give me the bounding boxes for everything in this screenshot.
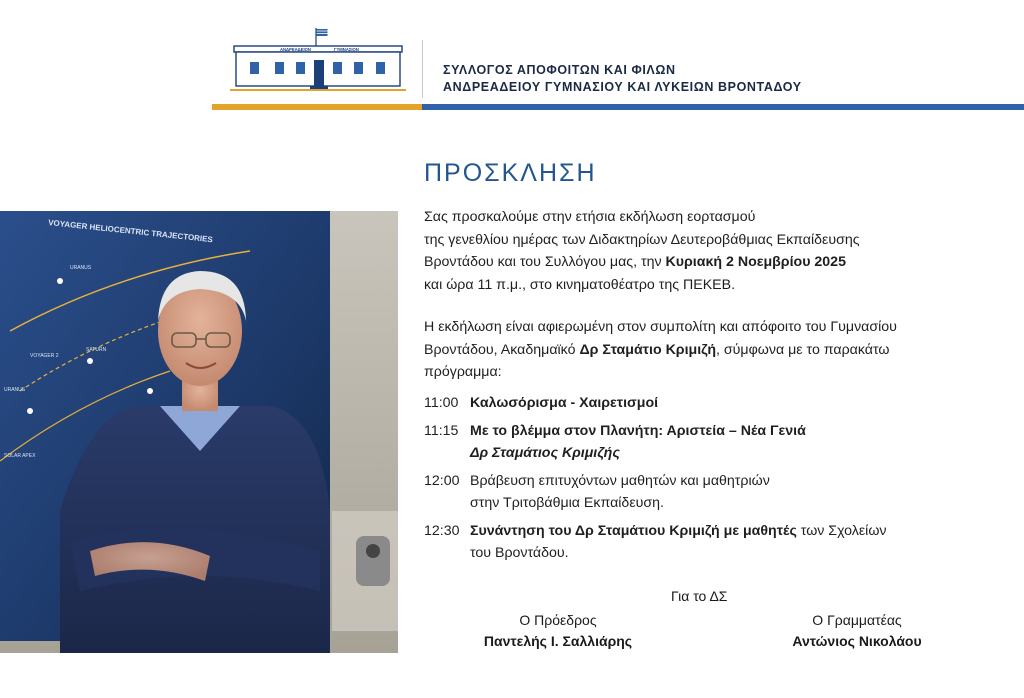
dedication-line2-suffix: , σύμφωνα με το παρακάτω xyxy=(716,341,890,358)
org-name-line2: ΑΝΔΡΕΑΔΕΙΟΥ ΓΥΜΝΑΣΙΟΥ ΚΑΙ ΛΥΚΕΙΩΝ ΒΡΟΝΤΑΔΟΥ xyxy=(443,80,802,94)
dedication-line2-prefix: Βροντάδου, Ακαδημαϊκό xyxy=(424,341,580,358)
header-gold-bar xyxy=(212,104,422,110)
program-item xyxy=(424,520,1004,565)
president-name: Παντελής Ι. Σαλλιάρης xyxy=(483,633,633,649)
program-speaker: Δρ Σταμάτιος Κριμιζής xyxy=(470,445,620,461)
dedication-line3: πρόγραμμα: xyxy=(424,364,502,380)
header-divider xyxy=(422,40,423,98)
header-blue-bar xyxy=(422,104,1024,110)
program-time: 12:30 xyxy=(424,522,460,539)
secretary-name: Αντώνιος Νικολάου xyxy=(792,633,922,649)
program-subtitle: στην Τριτοβάθμια Εκπαίδευση. xyxy=(470,495,665,511)
intro-line3 xyxy=(424,251,984,274)
intro-line3-prefix: Βροντάδου και του Συλλόγου μας, την xyxy=(424,254,666,270)
program-title-bold: Συνάντηση του Δρ Σταμάτιου Κριμιζή με μαθητές xyxy=(470,522,797,539)
school-building-logo xyxy=(230,26,406,98)
intro-line4: και ώρα 11 π.μ., στο κινηματοθέατρο της ΠΕΚΕΒ. xyxy=(424,276,736,293)
for-board-label: Για το ΔΣ xyxy=(671,588,728,604)
program-time: 11:00 xyxy=(424,395,459,411)
program-title-rest: των Σχολείων xyxy=(796,522,887,539)
invitation-title: ΠΡΟΣΚΛΗΣΗ xyxy=(424,159,597,187)
poster-title: VOYAGER HELIOCENTRIC TRAJECTORIES xyxy=(47,218,214,245)
dedication-line2 xyxy=(424,339,984,362)
secretary-signature xyxy=(747,610,967,652)
honoree-name: Δρ Σταμάτιο Κριμιζή xyxy=(579,341,717,358)
poster-label-2: SATURN xyxy=(86,347,107,353)
portrait-photo xyxy=(0,211,398,653)
program-item xyxy=(424,470,1004,515)
intro-line1: Σας προσκαλούμε στην ετήσια εκδήλωση εορτασμού xyxy=(424,209,756,225)
program-title-line xyxy=(470,520,1004,543)
logo-sign-right: ΓΥΜΝΑΣΙΟΝ xyxy=(334,47,359,52)
program-list xyxy=(424,392,1004,570)
program-title: Βράβευση επιτυχόντων μαθητών και μαθητριών xyxy=(470,472,770,489)
program-time: 12:00 xyxy=(424,472,460,489)
poster-label-3: VOYAGER 2 xyxy=(30,353,59,359)
org-name-line1: ΣΥΛΛΟΓΟΣ ΑΠΟΦΟΙΤΩΝ ΚΑΙ ΦΙΛΩΝ xyxy=(443,63,676,77)
program-title: Καλωσόρισμα - Χαιρετισμοί xyxy=(470,395,659,411)
president-role: Ο Πρόεδρος xyxy=(519,612,597,628)
program-title: Με το βλέμμα στον Πλανήτη: Αριστεία – Νέα Γενιά xyxy=(470,422,806,439)
intro-paragraph xyxy=(424,206,984,296)
organization-name xyxy=(443,62,802,96)
program-item xyxy=(424,392,1004,415)
program-subtitle: του Βροντάδου. xyxy=(470,545,569,561)
president-signature xyxy=(448,610,668,652)
program-time: 11:15 xyxy=(424,422,459,439)
dedication-paragraph xyxy=(424,316,984,384)
program-item xyxy=(424,420,1004,465)
logo-sign-left: ΑΝΔΡΕΑΔΕΙΟΝ xyxy=(280,47,311,52)
poster-label-4: URANUS xyxy=(4,387,26,393)
poster-label-5: SOLAR APEX xyxy=(4,453,36,459)
poster-label-1: URANUS xyxy=(70,265,92,271)
secretary-role: Ο Γραμματέας xyxy=(812,612,902,628)
intro-line2: της γενεθλίου ημέρας των Διδακτηρίων Δευτεροβάθμιας Εκπαίδευσης xyxy=(424,231,860,248)
event-date: Κυριακή 2 Νοεμβρίου 2025 xyxy=(665,254,846,270)
dedication-line1: Η εκδήλωση είναι αφιερωμένη στον συμπολίτη και απόφοιτο του Γυμνασίου xyxy=(424,319,897,335)
